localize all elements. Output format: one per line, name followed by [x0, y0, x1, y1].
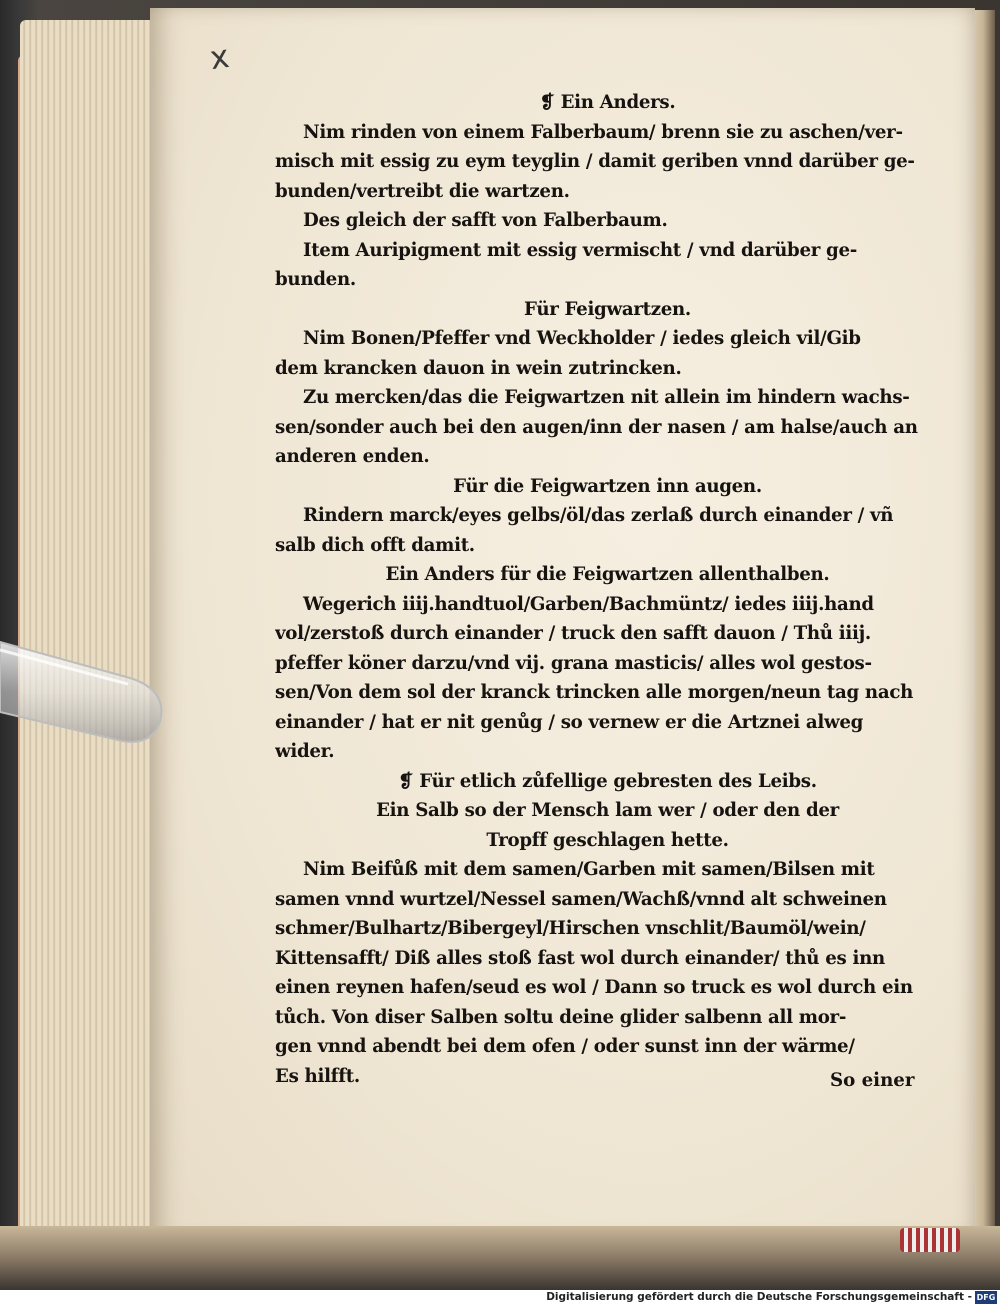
text-line: bunden/vertreibt die wartzen.	[275, 180, 570, 202]
binding-thread	[900, 1228, 960, 1252]
text-line: Für Feigwartzen.	[524, 298, 691, 320]
text-line: Wegerich iiij.handtuol/Garben/Bachmüntz/ iedes iiij.hand	[303, 593, 874, 615]
text-line: Zu mercken/das die Feigwartzen nit allein im hindern wachs-	[303, 387, 910, 408]
text-line: einen reynen hafen/seud es wol / Dann so truck es wol durch ein	[275, 977, 913, 998]
text-line: Rindern marck/eyes gelbs/öl/das zerlaß durch einander / vñ	[303, 505, 894, 526]
dfg-logo: DFG	[976, 1293, 996, 1302]
text-line: salb dich offt damit.	[275, 534, 475, 556]
page-text	[275, 88, 940, 1091]
text-line: Ein Salb so der Mensch lam wer / oder den der	[376, 800, 839, 821]
text-line: ❡ Ein Anders.	[539, 92, 676, 113]
text-line: samen vnnd wurtzel/Nessel samen/Wachß/vnnd alt schweinen	[275, 888, 887, 910]
text-line: bunden.	[275, 269, 356, 290]
text-line: tůch. Von diser Salben soltu deine glider salbenn all mor-	[275, 1006, 847, 1028]
text-line: schmer/Bulhartz/Bibergeyl/Hirschen vnschlit/Baumöl/wein/	[275, 918, 866, 939]
text-line: Kittensafft/ Diß alles stoß fast wol durch einander/ thů es inn	[275, 947, 885, 969]
text-line: pfeffer köner darzu/vnd vij. grana masticis/ alles wol gestos-	[275, 652, 872, 674]
text-line: ❡ Für etlich zůfellige gebresten des Leibs.	[398, 770, 817, 792]
footer-credit: Digitalisierung gefördert durch die Deutsche Forschungsgemeinschaft -	[546, 1291, 972, 1303]
text-line: Nim rinden von einem Falberbaum/ brenn sie zu aschen/ver-	[303, 121, 903, 143]
text-line: sen/sonder auch bei den augen/inn der nasen / am halse/auch an	[275, 416, 918, 438]
text-line: anderen enden.	[275, 446, 430, 467]
text-line: dem krancken dauon in wein zutrincken.	[275, 357, 682, 379]
text-line: sen/Von dem sol der kranck trincken alle morgen/neun tag nach	[275, 682, 914, 703]
text-line: Es hilfft.	[275, 1065, 360, 1087]
text-line: vol/zerstoß durch einander / truck den safft dauon / Thů iiij.	[275, 623, 871, 644]
text-line: Ein Anders für die Feigwartzen allenthalben.	[385, 564, 830, 585]
glass-page-holder-icon	[0, 630, 170, 750]
text-line: Für die Feigwartzen inn augen.	[453, 475, 762, 497]
text-line: Des gleich der safft von Falberbaum.	[303, 210, 668, 231]
corner-mark: x	[207, 36, 232, 78]
text-line: misch mit essig zu eym teyglin / damit geriben vnnd darüber ge-	[275, 151, 915, 172]
text-line: gen vnnd abendt bei dem ofen / oder sunst inn der wärme/	[275, 1036, 855, 1057]
text-line: Item Auripigment mit essig vermischt / vnd darüber ge-	[303, 239, 857, 261]
book-bottom-edge	[0, 1226, 1000, 1290]
text-line: einander / hat er nit genůg / so vernew er die Artznei alweg	[275, 711, 864, 733]
text-line: wider.	[275, 741, 335, 762]
text-line: Tropff geschlagen hette.	[486, 829, 729, 851]
text-line: Nim Bonen/Pfeffer vnd Weckholder / iedes gleich vil/Gib	[303, 328, 861, 349]
text-line: Nim Beifůß mit dem samen/Garben mit samen/Bilsen mit	[303, 859, 875, 880]
catchword: So einer	[830, 1070, 915, 1091]
footer	[0, 1290, 1000, 1306]
